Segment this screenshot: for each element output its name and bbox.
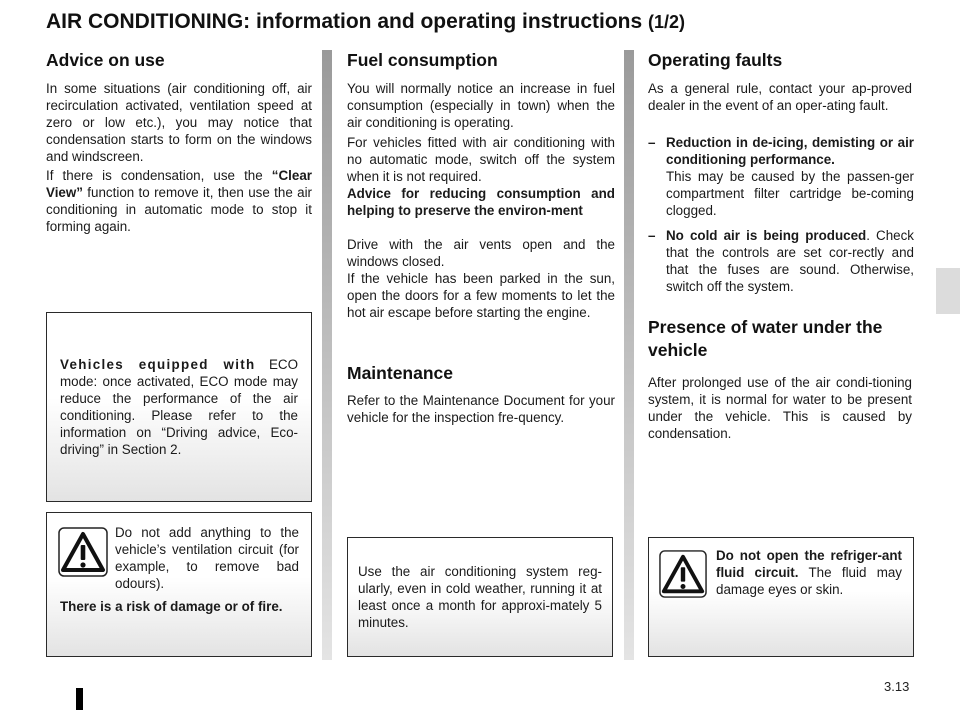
fault-item — [648, 134, 914, 219]
page-edge-mark — [76, 688, 83, 710]
advice-p2-text: If there is condensation, use the — [46, 168, 272, 183]
fault-item-title: No cold air is being produced — [666, 228, 867, 243]
fuel-heading: Fuel consumption — [347, 50, 498, 70]
maintenance-paragraph: Refer to the Maintenance Document for your vehicle for the inspection fre-quency. — [347, 393, 615, 425]
faults-paragraph: As a general rule, contact your ap-proved dealer in the event of an oper-ating fault. — [648, 81, 912, 113]
fuel-advice-heading: Advice for reducing consumption and helping to preserve the environ-ment — [347, 186, 615, 218]
column-divider — [322, 50, 332, 660]
fault-item-body — [666, 134, 914, 219]
ventilation-warning-box — [46, 512, 312, 657]
usage-info-text: Use the air conditioning system reg-ularly, even in cold weather, running it at least once a month for approxi-mately 5 minutes. — [358, 564, 602, 630]
eco-info-body: ECO mode: once activated, ECO mode may reduce the performance of the air conditioning. Please refer to the information on “Driving advice, Eco-driving” in Section 2. — [60, 357, 298, 457]
eco-info-text — [60, 356, 298, 458]
refrigerant-warning-box — [648, 537, 914, 657]
refrigerant-warning-body: The fluid may damage eyes or skin. — [716, 565, 902, 597]
title-part: (1/2) — [648, 12, 686, 32]
faults-heading: Operating faults — [648, 50, 783, 70]
warning-triangle-icon — [58, 527, 108, 577]
advice-paragraph-2 — [46, 167, 312, 235]
page-number: 3.13 — [884, 679, 910, 694]
advice-heading: Advice on use — [46, 50, 165, 70]
ventilation-warning-text: Do not add anything to the vehicle’s ventilation circuit (for example, to remove bad odours). — [115, 525, 299, 591]
fault-item-body — [666, 227, 914, 295]
water-heading: Presence of water under the vehicle — [648, 317, 883, 360]
clear-view-term: “Clear View” — [46, 168, 312, 200]
ventilation-warning-bold: There is a risk of damage or of fire. — [60, 599, 283, 614]
advice-p2-text-end: function to remove it, then use the air conditioning in automatic mode to stop it forming again. — [46, 185, 312, 234]
usage-info-box — [347, 537, 613, 657]
water-paragraph: After prolonged use of the air condi-tioning system, it is normal for water to be present under the vehicle. This is caused by condensation. — [648, 375, 912, 441]
page-title — [46, 10, 685, 34]
column-divider — [624, 50, 634, 660]
refrigerant-warning-text — [716, 547, 902, 598]
eco-info-bold: Vehicles equipped with — [60, 357, 256, 372]
fuel-advice-line-2: If the vehicle has been parked in the sun, open the doors for a few moments to let the hot air escape before starting the engine. — [347, 271, 615, 320]
fuel-paragraph-2: For vehicles fitted with air conditioning with no automatic mode, switch off the system when it is not required. — [347, 135, 615, 184]
maintenance-heading: Maintenance — [347, 363, 453, 383]
warning-triangle-icon — [659, 550, 707, 598]
fuel-advice-line-1: Drive with the air vents open and the windows closed. — [347, 237, 615, 269]
section-tab — [936, 268, 960, 314]
fuel-paragraph-1: You will normally notice an increase in fuel consumption (especially in town) when the air conditioning is operating. — [347, 81, 615, 130]
fault-item-text: This may be caused by the passen-ger compartment filter cartridge be-coming clogged. — [666, 169, 914, 218]
fault-item-text: . Check that the controls are set cor-rectly and that the fuses are sound. Otherwise, switch off the system. — [666, 228, 914, 294]
refrigerant-warning-bold: Do not open the refriger-ant fluid circuit. — [716, 548, 902, 580]
fault-item-title: Reduction in de-icing, demisting or air conditioning performance. — [666, 135, 914, 167]
advice-paragraph-1: In some situations (air conditioning off, air recirculation activated, ventilation speed at zero or low etc.), you may notice that condensation starts to form on the windows and windscreen. — [46, 81, 312, 164]
title-main: AIR CONDITIONING: information and operating instructions — [46, 10, 643, 33]
fault-dash: – — [648, 228, 656, 243]
fault-dash: – — [648, 135, 656, 150]
fault-item — [648, 227, 914, 295]
eco-info-box — [46, 312, 312, 502]
